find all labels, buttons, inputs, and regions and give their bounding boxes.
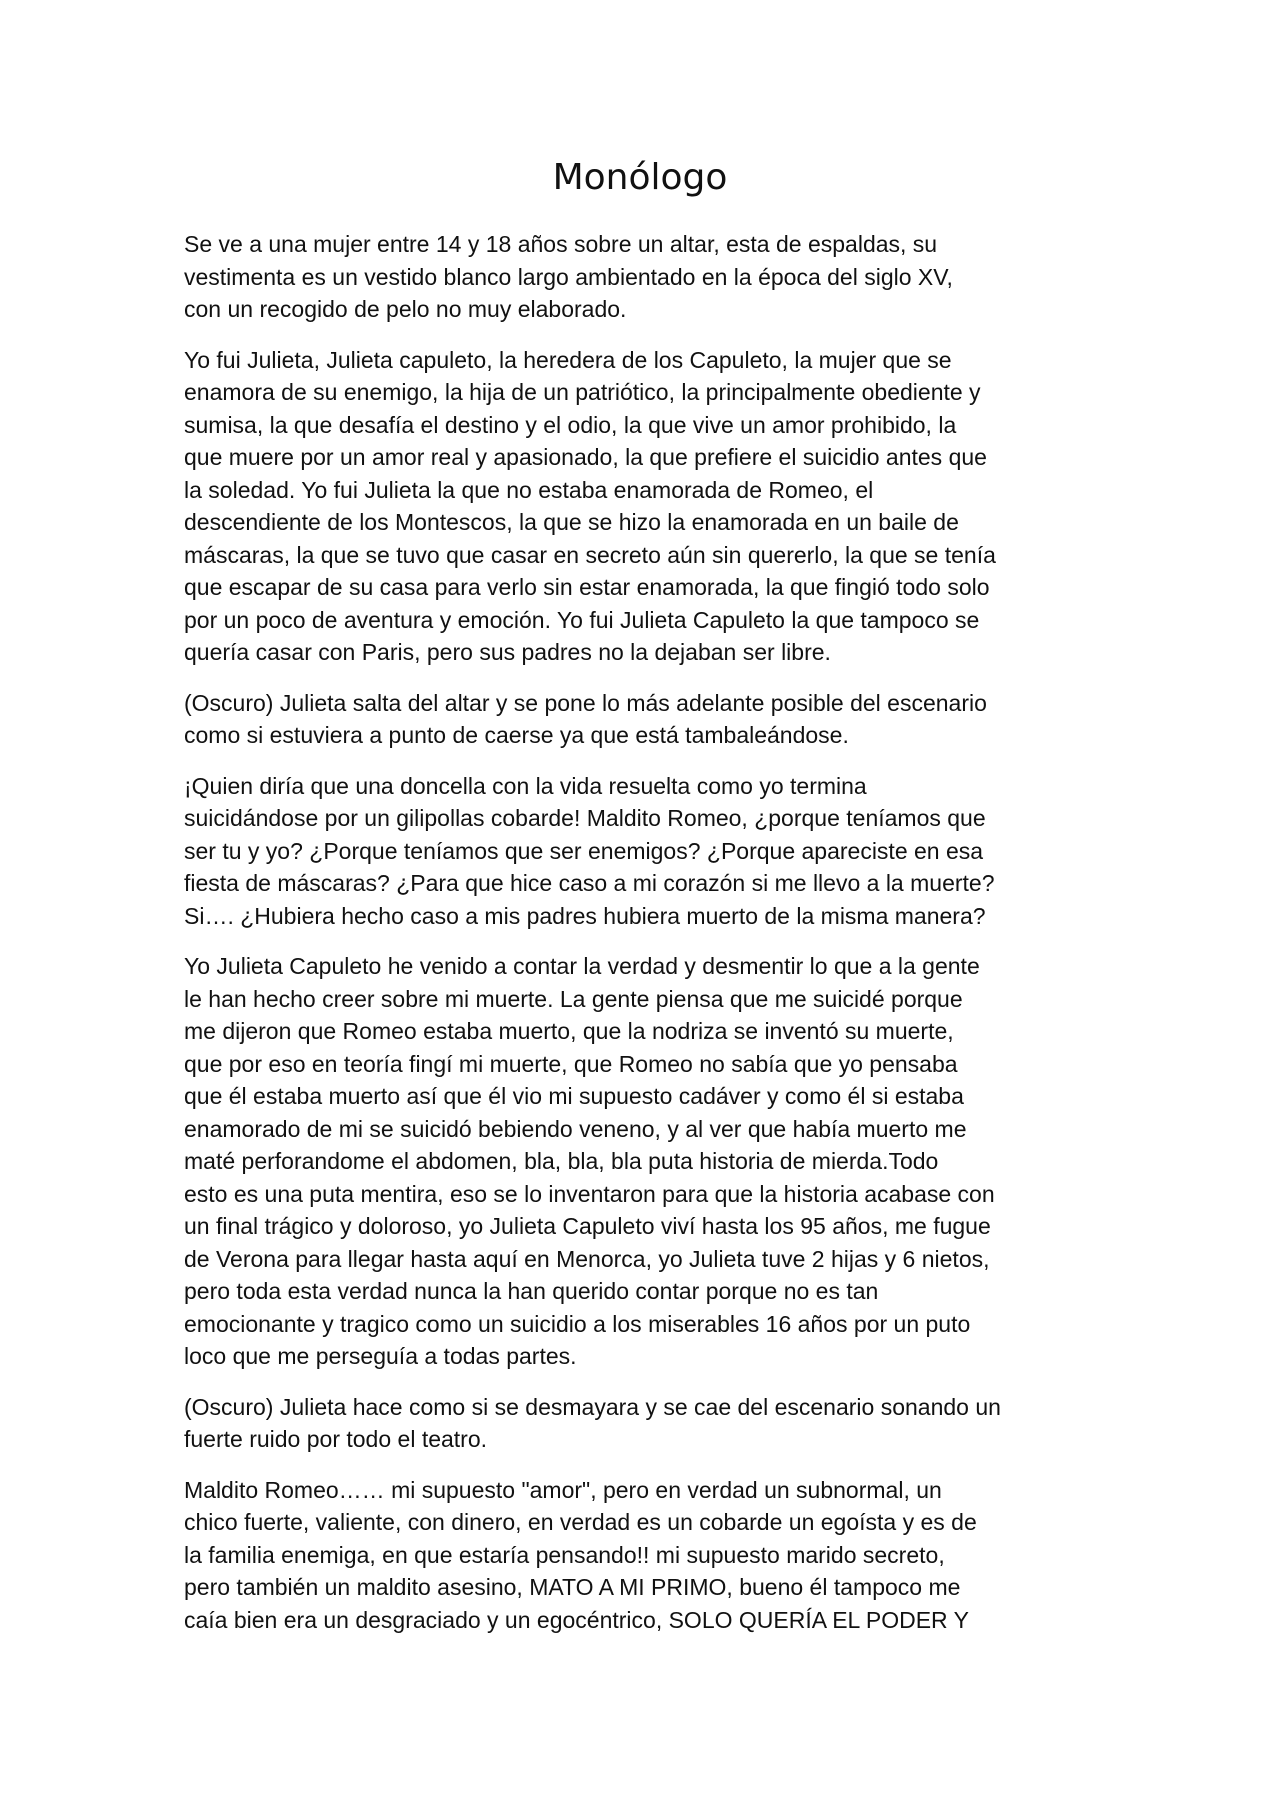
paragraph-stage-direction-oscuro-1: (Oscuro) Julieta salta del altar y se pone lo más adelante posible del escenario como si estuviera a punto de caerse ya que está tambaleándose. [184,689,987,748]
paragraph-truth: Yo Julieta Capuleto he venido a contar la verdad y desmentir lo que a la gente le han hecho creer sobre mi muerte. La gente piensa que me suicidé porque me dijeron que Romeo estaba muerto, que la nodriza se inventó su muerte, que por eso en teoría fingí mi muerte, que Romeo no sabía que yo pensaba que él estaba muerto así que él vio mi supuesto cadáver y como él si estaba enamorado de mi se suicidó bebiendo veneno, y al ver que había muerto me maté perforandome el abdomen, bla, bla, bla puta historia de mierda.Todo esto es una puta mentira, eso se lo inventaron para que la historia acabase con un final trágico y doloroso, yo Julieta Capuleto viví hasta los 95 años, me fugue de Verona para llegar hasta aquí en Menorca, yo Julieta tuve 2 hijas y 6 nietos, pero toda esta verdad nunca la han querido contar porque no es tan emocionante y tragico como un suicidio a los miserables 16 años por un puto loco que me perseguía a todas partes. [184,953,995,1369]
paragraph-questions: ¡Quien diría que una doncella con la vida resuelta como yo termina suicidándose por un gilipollas cobarde! Maldito Romeo, ¿porque teníamos que ser tu y yo? ¿Porque teníamos que ser enemigos? ¿Porque apareciste en esa fiesta de máscaras? ¿Para que hice caso a mi corazón si me llevo a la muerte? Si…. ¿Hubiera hecho caso a mis padres hubiera muerto de la misma manera? [184,772,995,929]
paragraph-stage-direction-intro: Se ve a una mujer entre 14 y 18 años sobre un altar, esta de espaldas, su vestimenta es un vestido blanco largo ambientado en la época del siglo XV, con un recogido de pelo no muy elaborado. [184,231,953,322]
page-title: Monólogo [552,157,728,198]
document-body [184,228,1104,1654]
paragraph-maldito-romeo: Maldito Romeo…… mi supuesto "amor", pero en verdad un subnormal, un chico fuerte, valiente, con dinero, en verdad es un cobarde un egoísta y es de la familia enemiga, en que estaría pensando!! mi supuesto marido secreto, pero también un maldito asesino, MATO A MI PRIMO, bueno él tampoco me caía bien era un desgraciado y un egocéntrico, SOLO QUERÍA EL PODER Y [184,1476,977,1633]
paragraph-julieta-identity: Yo fui Julieta, Julieta capuleto, la heredera de los Capuleto, la mujer que se enamora de su enemigo, la hija de un patriótico, la principalmente obediente y sumisa, la que desafía el destino y el odio, la que vive un amor prohibido, la que muere por un amor real y apasionado, la que prefiere el suicidio antes que la soledad. Yo fui Julieta la que no estaba enamorada de Romeo, el descendiente de los Montescos, la que se hizo la enamorada en un baile de máscaras, la que se tuvo que casar en secreto aún sin quererlo, la que se tenía que escapar de su casa para verlo sin estar enamorada, la que fingió todo solo por un poco de aventura y emoción. Yo fui Julieta Capuleto la que tampoco se quería casar con Paris, pero sus padres no la dejaban ser libre. [184,346,996,665]
paragraph-stage-direction-oscuro-2: (Oscuro) Julieta hace como si se desmayara y se cae del escenario sonando un fuerte ruido por todo el teatro. [184,1393,1001,1452]
